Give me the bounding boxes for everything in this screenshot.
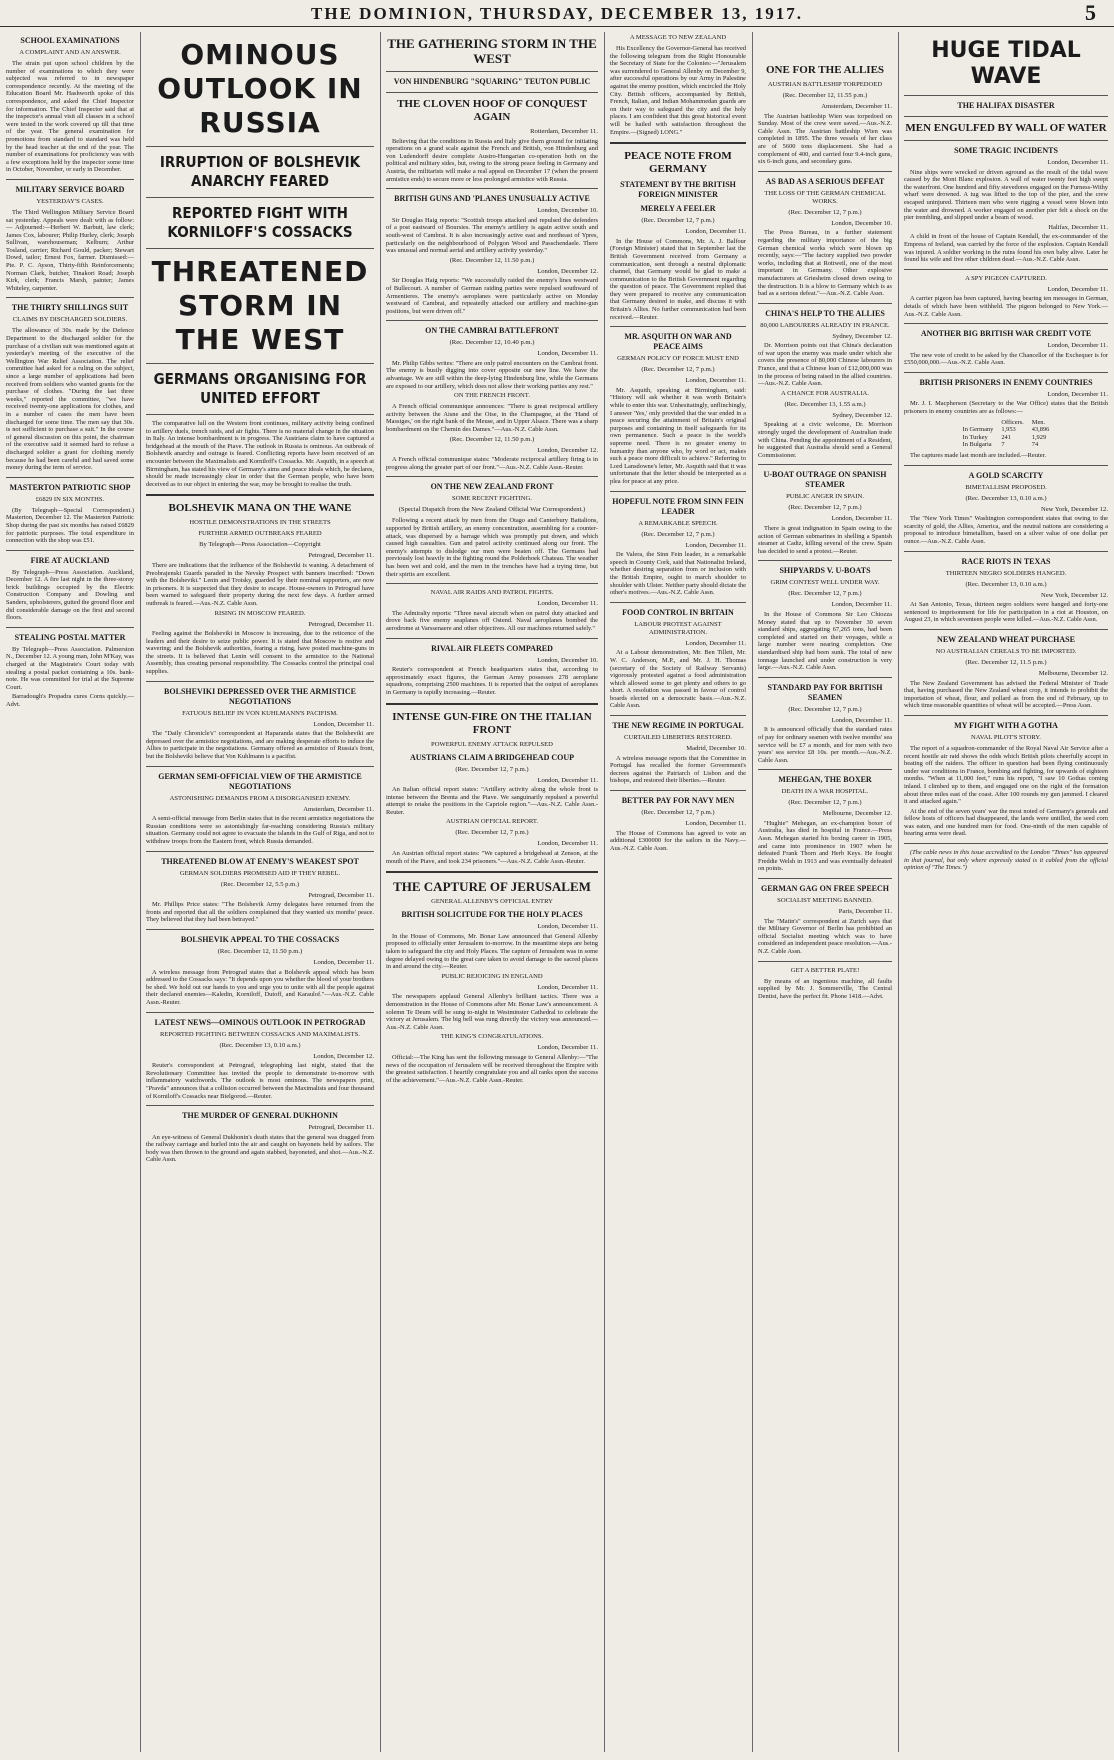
article-headline: BRITISH GUNS AND 'PLANES UNUSUALLY ACTIVE — [394, 194, 590, 204]
table-cell: In Germany — [962, 426, 994, 434]
received-line: (Rec. December 12, 11.55 p.m.) — [782, 92, 868, 99]
article-subhead: AUSTRIANS CLAIM A BRIDGEHEAD COUP — [409, 752, 575, 762]
article-subhead: A REMARKABLE SPEECH. — [638, 519, 718, 527]
table-cell: 1,953 — [1001, 426, 1016, 434]
advertisement-line: Barradough's Propadra cures Corns quickly.—Advt. — [6, 693, 134, 708]
article-body: A wireless message from Petrograd states that a Bolshevik appeal which has been addressed to the Cossacks says: "It depends upon you whether the blood of your brothers be shed. We hold out our hands to you and urge you to unite with all the people against their declared enemies—Kaledin, Korniloff, Dutoff, and Karaulof."—Aus.-N.Z. Cable Assn.-Reuter. — [146, 968, 374, 1006]
dateline: Melbourne, December 12. — [1038, 669, 1108, 677]
article-headline: THE MURDER OF GENERAL DUKHONIN — [182, 1111, 338, 1121]
dateline: London, December 11. — [1047, 390, 1108, 398]
article-body: The new vote of credit to be asked by the Chancellor of the Exchequer is for £550,000,000.—Aus.-N.Z. Cable Assn. — [904, 351, 1108, 367]
dateline: New York, December 12. — [1040, 591, 1108, 599]
article-headline: RACE RIOTS IN TEXAS — [961, 556, 1051, 566]
received-line: (Rec. December 12, 11.50 p.m.) — [449, 256, 535, 264]
dateline: London, December 11. — [685, 228, 746, 236]
article-body: The House of Commons has agreed to vote an additional £300000 for the sailors in the Navy.—Aus.-N.Z. Cable Assn. — [610, 829, 746, 852]
received-line: (Rec. December 12, 5.5 p.m.) — [220, 880, 300, 888]
headline-deck: GERMANS ORGANISING FOR UNITED EFFORT — [153, 370, 367, 407]
article-headline: AS BAD AS A SERIOUS DEFEAT — [765, 176, 885, 186]
column-rule — [140, 32, 141, 1752]
article-subhead: THE KING'S CONGRATULATIONS. — [440, 1033, 544, 1041]
article-subhead: ASTONISHING DEMANDS FROM A DISORGANISED ENEMY. — [169, 794, 351, 802]
table-cell: In Bulgaria — [962, 441, 992, 449]
article-headline: A GOLD SCARCITY — [968, 470, 1044, 480]
received-line: (Rec. December 13, 0.10 a.m.) — [219, 1041, 301, 1049]
table-row — [959, 441, 1054, 449]
headline-deck: VON HINDENBURG "SQUARING" TEUTON PUBLIC — [393, 77, 591, 86]
article-body: The strain put upon school children by the number of examinations to which they were subjected was referred to in newspaper correspondence recently. At the meeting of the Education Board Mr. Hashworth spoke of this correspondence, and asked the Chief Inspector for information. The Chief Inspector said that at the inspector's annual visit all classes in a school were tested in the work covered up till that time of the year. The general examination for promotions from standard to standard was held by the head teacher at the end of the year. The number of examinations for proficiency was with a few exceptions held by the inspector some time in October, November, or early in December. — [6, 60, 134, 174]
article-headline: ON THE NEW ZEALAND FRONT — [430, 482, 554, 492]
article-subhead: £6829 IN SIX MONTHS. — [35, 495, 105, 503]
table-row — [959, 434, 1054, 442]
article-body: The report of a squadron-commander of the Royal Naval Air Service after a recent hostile air raid shows the odds which British pilots cheerfully accept in beating off the raiders. The officer in question had been flying continuously under war conditions in France, bombing and fighting, for upwards of eighteen months. "When at 11,000 feet," runs his report, "I saw 10 Gothas coming inland. I climbed up to them, and engaged one on the right of the formation about three miles east of the coast. After 100 rounds my gun jammed. I cleared it and attacked again." — [904, 744, 1108, 806]
article-headline: LATEST NEWS—OMINOUS OUTLOOK IN PETROGRAD — [154, 1017, 366, 1027]
received-line: (Rec. December 13, 0.10 a.m.) — [965, 580, 1047, 588]
table-cell: 241 — [1001, 433, 1011, 441]
article-headline: NEW ZEALAND WHEAT PURCHASE — [937, 634, 1075, 644]
dateline: London, December 11. — [537, 923, 598, 931]
article-body: Nine ships were wrecked or driven aground as the result of the tidal wave caused by the Mont Blanc explosion. A wall of water twenty feet high swept the waterfront. One hundred and fifty stevedores engaged on the Furness-Withy wharf were drowned. A tug was lifted to the top of the pier, and the crew escaped uninjured. Thirteen men who were rigging a vessel were blown into the water and drowned. A worker engaged on another pier felt a shock on the pier trembling, and slipped under a beam of wood. — [904, 168, 1108, 222]
article-body: Reuter's correspondent at Petrograd, telegraphing last night, stated that the Revolutionary Committee has invited the people to demonstrate to-morrow with inflammatory watchwords. The outlook is most ominous. The newspapers print, "Pravda" announces that a collision occurred between the Maximalists and four thousand of Korniloff's Cossacks near Bielgorod.—Reuter. — [146, 1062, 374, 1100]
article-body: "Hughie" Mehegan, an ex-champion boxer of Australia, has died in hospital in France.—Press Assn. Mehegan started his boxing career in 1905, and came into prominence in 1907 when he defeated Frank Thorn and Herb Keys. He fought Freddie Welsh in 1913 and was eventually defeated on points. — [758, 819, 892, 873]
article-body: The "New York Times" Washington correspondent states that owing to the scarcity of gold, the Allies, America, and the neutral nations are considering a proposal to introduce bimetallism, based on a silver value of one dollar per ounce.—Aus.-N.Z. Cable Assn. — [904, 515, 1108, 545]
dateline: London, December 11. — [537, 776, 598, 784]
received-line: (Rec. December 12, 7 p.m.) — [641, 217, 715, 225]
article-body: Reuter's correspondent at French headquarters states that, according to approximately exact figures, the German Army possesses 278 aeroplane squadrons, comprising 2500 machines. It is reported that the output of aeroplanes in Germany is rapidly increasing.—Reuter. — [386, 666, 598, 696]
table-header: Officers. — [1001, 418, 1024, 426]
article-subhead: NAVAL PILOT'S STORY. — [971, 733, 1041, 741]
article-body: By Telegraph—Press Association. Palmerston N., December 12. A young man, John M'Kay, was charged at the Magistrate's Court today with stealing a postal packet containing a 10s. bank-note. He was committed for trial at the Supreme Court. — [6, 645, 134, 691]
article-subhead: 80,000 LABOURERS ALREADY IN FRANCE. — [760, 321, 890, 329]
dateline: Sydney, December 12. — [832, 332, 892, 340]
article-body: His Excellency the Governor-General has received the following telegram from the Right Honourable the Secretary of State for the Colonies:—"Jerusalem was surrendered to General Allenby on December 9, after successful operations by our Army in Palestine against the enemy position, which encircled the Holy City. British officers, accompanied by British, French, Italian, and Indian Mohammedan guards are on their way to safeguard the city and the holy places. I am confident that this great historical event will be hailed with satisfaction throughout the Empire.—(Signed) LONG." — [610, 45, 746, 136]
advertisement-line: By means of an ingenious machine, all faults supplied by Mr. J. Sommerville, The Central Dentist, have the perfect fit. Phone 1418.—Advt. — [758, 977, 892, 1000]
received-line: (Rec. December 12, 11.50 p.m.) — [449, 435, 535, 443]
received-line: (Rec. December 12, 7 p.m.) — [788, 504, 862, 512]
dateline: London, December 11. — [831, 601, 892, 609]
article-body: An Italian official report states: "Artillery activity along the whole front is intense between the Brenta and the Piave. We sanguinarily repulsed a powerful attempt to retake the positions in the Capriole region."—Aus.-N.Z. Cable Assn.-Reuter. — [386, 786, 598, 816]
article-subhead: POWERFUL ENEMY ATTACK REPULSED — [431, 740, 553, 748]
article-subhead: LABOUR PROTEST AGAINST ADMINISTRATION. — [634, 620, 722, 636]
column-rule — [898, 32, 899, 1752]
article-body: A French official communique states: "Moderate reciprocal artillery firing is in progress along the greater part of our front."—Aus.-N.Z. Cable Assn.-Reuter. — [386, 456, 598, 471]
dateline: New York, December 12. — [1040, 505, 1108, 513]
dateline: Rotterdam, December 11. — [530, 128, 598, 135]
article-body: Following a recent attack by men from the Otago and Canterbury Battalions, supported by British artillery, an enemy concentration, assembling for a counter-attack, was dispersed by a barrage which was promptly put down, and which caused high casualties. Gun and patrol activity continued along our front. The enemy's attempts to dislodge our men were beaten off. The Germans had previously lost heavily in the fighting round the Polderhoek Chateau. The weather has been wet and cold, and the men in the trenches have had a trying time, but their spirits are excellent. — [386, 517, 598, 578]
article-headline: BOLSHEVIK APPEAL TO THE COSSACKS — [180, 934, 340, 944]
dateline: London, December 11. — [831, 716, 892, 724]
column-1 — [6, 32, 134, 1754]
article-subhead: GET A BETTER PLATE! — [790, 966, 860, 974]
article-headline: CHINA'S HELP TO THE ALLIES — [765, 308, 885, 318]
dateline: Melbourne, December 12. — [822, 810, 892, 818]
dateline: London, December 10. — [537, 656, 598, 664]
article-body: Feeling against the Bolsheviki in Moscow is increasing, due to the reticence of the leaders and their desire to seize public power. It is stated that Moscow is restive and wavering; and the Bolshevik authorities, fearing a rising, have posted machine-guns in the streets. It is believed that Lenin will consent to the armistice to the National Assembly, thus creating personal responsibility. The Cossacks control the principal coal supplies. — [146, 630, 374, 676]
dateline: Halifax, December 11. — [1048, 223, 1108, 231]
article-body: De Valera, the Sinn Fein leader, in a remarkable speech in County Cork, said that Nationalist Ireland, whether desiring separation from or inclusion with the British Empire, ought to march shoulder to shoulder with Ulster. Neither party should dictate the other's motives.—Aus.-N.Z. Cable Assn. — [610, 551, 746, 597]
article-body: There is great indignation in Spain owing to the action of German submarines in shelling a Spanish steamer at Cadiz, killing several of the crew. Spain has decided to send a protest.—Reuter. — [758, 525, 892, 555]
article-headline: THE THIRTY SHILLINGS SUIT — [11, 303, 129, 313]
article-headline: MR. ASQUITH ON WAR AND PEACE AIMS — [624, 332, 732, 352]
article-headline: MY FIGHT WITH A GOTHA — [954, 720, 1058, 730]
article-headline: GERMAN GAG ON FREE SPEECH — [760, 884, 889, 894]
article-body: An Austrian official report states: "We captured a bridgehead at Zenson, at the mouth of the Piave, and took 234 prisoners."—Aus.-N.Z. Cable Assn.-Reuter. — [386, 850, 598, 865]
article-headline: RIVAL AIR FLEETS COMPARED — [431, 643, 553, 653]
article-body: By Telegraph—Press Association. Auckland, December 12. A fire last night in the three-storey brick buildings occupied by the Electric Construction Company and Dowling and Sanders, upholsterers, gutted the ground floor and did considerable damage on the first and second floors. — [6, 568, 134, 622]
table-header-row — [959, 419, 1054, 427]
article-headline: BOLSHEVIKI DEPRESSED OVER THE ARMISTICE NEGOTIATIONS — [164, 686, 356, 706]
article-subhead: PUBLIC ANGER IN SPAIN. — [786, 493, 864, 501]
column-2 — [146, 32, 374, 1754]
article-subhead: SOME RECENT FIGHTING. — [452, 495, 532, 503]
article-subhead: A COMPLAINT AND AN ANSWER. — [19, 49, 121, 56]
received-line: (Rec. December 12, 7 p.m.) — [788, 705, 862, 713]
article-subhead: NO AUSTRALIAN CEREALS TO BE IMPORTED. — [935, 647, 1077, 655]
dateline: London, December 11. — [537, 983, 598, 991]
article-headline: ONE FOR THE ALLIES — [765, 64, 885, 76]
article-body: The Admiralty reports: "Three naval aircraft when on patrol duty attacked and drove back five enemy seaplanes off Ostend. Naval aeroplanes bombed the aerodrome at Varssenaere and other objectives. All our machines returned safely." — [386, 609, 598, 632]
article-body: The Austrian battleship Wien was torpedoed on Sunday. Most of the crew were saved.—Aus.-N.Z. Cable Assn. The Austrian battleship Wien was completed in 1895. The three vessels of her class are of 5600 tons displacement. She had a complement of 400, and carried four 9.4-inch guns, six 6-inch guns, and secondary guns. — [758, 112, 892, 166]
article-body: An eye-witness of General Dukhonin's death states that the general was dragged from the railway carriage and hurled into the air and caught on bayonets held by sailors. The body was then thrown to the ground and again stabbed, bayoneted, and shot.—Aus.-N.Z. Cable Assn. — [146, 1133, 374, 1164]
page-number: 5 — [1085, 0, 1096, 25]
dateline: London, December 12. — [537, 446, 598, 454]
column-5 — [758, 32, 892, 1754]
article-body: Mr. Asquith, speaking at Birmingham, said: "History will ask whether it was worth Britain's while to enter this war. Unhesitatingly, unflinchingly, I answer 'Yes,' only provided that the war ended in a peace securing the attainment of Britain's original purposes and containing in itself safeguards for its own permanence. Such a peace is the world's supreme need. There is no greater enemy to humanity than anyone who, by word or act, makes such a peace more difficult to achieve." Referring to Lord Lansdowne's letter, Mr. Asquith said that it was unfortunate that the letter should be interpreted as a plea for peace at any price. — [610, 386, 746, 485]
article-headline: INTENSE GUN-FIRE ON THE ITALIAN FRONT — [392, 710, 592, 736]
article-body: Mr. Philip Gibbs writes: "There are only patrol encounters on the Cambrai front. The enemy is busily digging into cover opposite our new line. We have the advantage. We are still within the deep-lying Hindenburg line, while the Germans are exposed to our artillery, which does not allow their working parties any rest." — [386, 359, 598, 390]
article-subhead: SOCIALIST MEETING BANNED. — [777, 897, 873, 905]
article-headline: HOPEFUL NOTE FROM SINN FEIN LEADER — [612, 496, 744, 516]
main-headline: THREATENED STORM IN THE WEST — [151, 255, 369, 356]
article-body: Mr. J. I. Macpherson (Secretary to the War Office) states that the British prisoners in enemy countries are as follows:— — [904, 400, 1108, 416]
article-body: Sir Douglas Haig reports: "We successfully raided the enemy's lines westward of Bullecourt. A number of German raiding parties were repulsed southward of Armentieres. The enemy's aeroplanes were particularly active on Monday westward of Cambrai, and repeatedly attacked our artillery and machine-gun positions, but were driven off." — [386, 277, 598, 315]
dateline: Amsterdam, December 11. — [821, 103, 892, 110]
article-subhead: AUSTRIAN OFFICIAL REPORT. — [445, 818, 539, 826]
article-subhead: A CHANCE FOR AUSTRALIA. — [781, 389, 869, 397]
article-subhead: HOSTILE DEMONSTRATIONS IN THE STREETS — [189, 519, 331, 527]
article-subhead: GERMAN POLICY OF FORCE MUST END — [617, 355, 739, 363]
article-body: Sir Douglas Haig reports: "Scottish troops attacked and repulsed the defenders of a post eastward of Boursies. The enemy's artillery is again active south and south-west of Cambrai. It is also increasingly active east and northeast of Ypres, particularly on the neighbourhood of Polygon Wood and Passchendaele. There was unusual and normal aerial and artillery activity yesterday." — [386, 216, 598, 255]
article-body: The comparative lull on the Western front continues, military activity being confined to artillery duels, trench raids, and air fights. There is no material change in the situation in Italy. An intense bombardment is in progress. The Austrians claim to have captured a bridgehead at the mouth of the Piave. The outlook in Russia is ominous. An outbreak of Bolshevik anarchy and outrage is feared. Conflicting reports have been received of an encounter between the Maximalists and Korniloff's Cossacks. Mr. Asquith, in a speech at Birmingham, has stated his view of Germany's aims and peace ideals which, he declares, should be made increasingly clear in order that the German people, who have been deceived as to our object in entering the war, may be brought to realise the truth. — [146, 420, 374, 488]
table-header: Men. — [1031, 418, 1046, 426]
column-6 — [904, 32, 1108, 1754]
dateline: London, December 11. — [313, 958, 374, 966]
article-body: Believing that the conditions in Russia and Italy give them ground for initiating operations on a grand scale against the French and British, von Hindenburg and von Ludendorff desire complete Austro-Hungarian co-operation both on the political and military sides, but, owing to the strong peace feeling in Germany and Austria, the militarists will make a real appeal on December 17 (when the present armistice ends) to secure more or less prolonged armistice with Russia. — [386, 137, 598, 183]
article-headline: THE CAPTURE OF JERUSALEM — [393, 879, 591, 895]
dateline: London, December 11. — [537, 350, 598, 358]
column-rule — [604, 32, 605, 1752]
received-line: (Rec. December 12, 11.50 p.m.) — [217, 947, 303, 955]
dateline: London, December 11. — [1047, 285, 1108, 293]
article-body: (By Telegraph—Special Correspondent.) Masterton, December 12. The Masterton Patriotic Shop during the past six months has raised £6829 for patriotic purposes. The total expenditure in connection with the shop was £51. — [6, 506, 134, 545]
received-line: (Rec. December 12, 7 p.m.) — [455, 765, 529, 773]
article-subhead: MERELY A FEELER — [640, 204, 716, 214]
article-body: A carrier pigeon has been captured, having bearing ten messages in German, details of which have been withheld. The pigeon belonged to New York.—Aus.-N.Z. Cable Assn. — [904, 295, 1108, 318]
article-body: Dr. Morrison points out that China's declaration of war upon the enemy was made under which she covers the presence of 80,000 Chinese labourers in France, and that a Chinese loan of £12,000,000 was in the process of being raised in the allied countries.—Aus.-N.Z. Cable Assn. — [758, 342, 892, 388]
article-subhead: NAVAL AIR RAIDS AND PATROL FIGHTS. — [430, 589, 554, 597]
dateline: Petrograd, December 11. — [308, 1124, 374, 1132]
received-line: (Rec. December 12, 7 p.m.) — [641, 366, 715, 374]
article-headline: FOOD CONTROL IN BRITAIN — [622, 607, 734, 617]
article-subhead: AUSTRIAN BATTLESHIP TORPEDOED — [767, 81, 883, 88]
dateline: London, December 10. — [537, 207, 598, 215]
received-line: (Rec. December 12, 7 p.m.) — [641, 530, 715, 538]
column-4 — [610, 32, 746, 1754]
headline-deck: THE CLOVEN HOOF OF CONQUEST AGAIN — [397, 98, 587, 123]
article-subhead: DEATH IN A WAR HOSPITAL. — [781, 788, 869, 796]
dateline: London, December 11. — [685, 639, 746, 647]
received-line: (Rec. December 12, 7 p.m.) — [641, 809, 715, 817]
article-headline: THREATENED BLOW AT ENEMY'S WEAKEST SPOT — [161, 856, 359, 866]
article-subhead: THE LOSS OF THE GERMAN CHEMICAL WORKS. — [764, 189, 886, 205]
dateline: Madrid, December 10. — [686, 745, 746, 753]
table-cell: 1,929 — [1031, 433, 1047, 441]
main-headline: OMINOUS OUTLOOK IN RUSSIA — [157, 38, 363, 139]
dateline: London, December 11. — [831, 515, 892, 523]
article-headline: STANDARD PAY FOR BRITISH SEAMEN — [767, 682, 883, 702]
received-line: (Rec. December 12, 7 p.m.) — [455, 829, 529, 837]
dateline: Petrograd, December 11. — [308, 891, 374, 899]
article-subhead: FURTHER ARMED OUTBREAKS FEARED — [198, 530, 322, 538]
dateline: Paris, December 11. — [838, 908, 892, 916]
received-line: (Rec. December 13, 1.55 a.m.) — [784, 400, 866, 408]
article-headline: BETTER PAY FOR NAVY MEN — [621, 796, 735, 806]
article-headline: FIRE AT AUCKLAND — [30, 555, 110, 565]
credit-line: (Special Dispatch from the New Zealand Official War Correspondent.) — [398, 506, 586, 514]
article-body: The Press Bureau, in a further statement regarding the military importance of the big German chemical works which were blown up recently, says:—"The factory supplied two powder works, including that at Rottweil, one of the most important in Germany. Other explosive manufacturers at Griesheim closed down owing to the destruction. It is a blow to Germany which is as bad as a serious defeat."—Aus.-N.Z. Cable Assn. — [758, 229, 892, 298]
table-row — [959, 426, 1054, 434]
main-headline: THE GATHERING STORM IN THE WEST — [387, 36, 597, 66]
article-body: The Third Wellington Military Service Board sat yesterday. Appeals were dealt with as follow:— Adjourned:—Herbert W. Barbutt, law clerk; James Cox, labourer; Philip Hurley, clerk; Joseph Sullivan, warehouseman; Kelburn; Arthur Tosland, carrier; Richard Gould, packer; Stewart Dowd, tailor; Ernest Fox, farmer. Dismissed:—Pte. P. C. Ayson, Thirty-fifth Reinforcements; Norman Clark, butcher, Tinakori Road; Joseph Kirk, clerk; Francis Marsh, painter; James Whiteley, carpenter. — [6, 208, 134, 292]
article-headline: HUGE TIDAL WAVE — [931, 38, 1081, 89]
article-headline: BOLSHEVIK MANA ON THE WANE — [168, 502, 352, 515]
received-line: (Rec. December 12, 11.5 p.m.) — [965, 658, 1047, 666]
masthead-title: THE DOMINION, THURSDAY, DECEMBER 13, 1917. — [311, 4, 803, 23]
dateline: London, December 11. — [537, 600, 598, 608]
article-body: A child in front of the house of Captain Kendall, the ex-commander of the Empress of Ireland, was carried by the force of the explosion. Captain Kendall was injured. A soldier working in the ruins found his own baby alive. Later he found his wife and five other children dead.—Aus.-N.Z. Cable Assn. — [904, 233, 1108, 264]
received-line: (Rec. December 13, 0.10 a.m.) — [965, 494, 1047, 502]
article-subhead: THE HALIFAX DISASTER — [957, 101, 1055, 110]
article-subhead: BRITISH SOLICITUDE FOR THE HOLY PLACES — [401, 910, 583, 920]
article-headline: ANOTHER BIG BRITISH WAR CREDIT VOTE — [920, 329, 1092, 339]
article-subhead: CLAIMS BY DISCHARGED SOLDIERS. — [12, 316, 128, 324]
article-body: The "Daily Chronicle's" correspondent at Haparanda states that the Bolsheviki are depressed over the armistice negotiations, and are making desperate efforts to induce the Allies to participate in the negotiations. Germany offered an armistice of Russia's front, but the Bolsheviki believe that Von Kuhlmann is a pacifist. — [146, 730, 374, 761]
article-body: Official:—The King has sent the following message to General Allenby:—"The news of the occupation of Jerusalem will be received throughout the Empire with the greatest satisfaction. I heartily congratulate you and all ranks upon the success of the achievement."—Aus.-N.Z. Cable Assn.-Reuter. — [386, 1053, 598, 1084]
dateline: London, December 12. — [313, 1052, 374, 1060]
article-subhead: MEN ENGULFED BY WALL OF WATER — [905, 122, 1107, 134]
article-headline: ON THE CAMBRAI BATTLEFRONT — [425, 326, 559, 336]
table-cell: 43,896 — [1031, 426, 1050, 434]
article-subhead: GRIM CONTEST WELL UNDER WAY. — [770, 579, 880, 587]
dateline: Petrograd, December 11. — [308, 552, 374, 560]
article-subhead: YESTERDAY'S CASES. — [36, 197, 104, 205]
dateline: London, December 12. — [537, 267, 598, 275]
article-subhead: BIMETALLISM PROPOSED. — [965, 483, 1047, 491]
prisoners-table — [959, 419, 1054, 449]
article-subhead: A MESSAGE TO NEW ZEALAND — [629, 34, 727, 41]
received-line: (Rec. December 12, 7 p.m.) — [788, 590, 862, 598]
article-subhead: A SPY PIGEON CAPTURED. — [965, 274, 1047, 282]
article-headline: MEHEGAN, THE BOXER — [778, 775, 872, 785]
article-body: In the House of Commons, Mr. A. J. Balfour (Foreign Minister) stated that in September last the British Government received from Germany a communication, sent through a neutral diplomatic channel, that Germany would be glad to make a communication to the British Government regarding the question of peace. The Government replied that they were prepared to receive any communication that Germany desired to make, and discuss it with Britain's Allies. No further communication had been received.—Reuter. — [610, 237, 746, 321]
article-body: Speaking at a civic welcome, Dr. Morrison strongly urged the development of Australian trade with China. Pending the appointment of a Resident, he suggested that Australia should send a General Commissioner. — [758, 421, 892, 459]
article-headline: MILITARY SERVICE BOARD — [15, 184, 125, 194]
article-body: A wireless message reports that the Committee in Portugal has recalled the former Government's decrees against the Patriarch of Lisbon and the bishops, and restored their liberties.—Reuter. — [610, 754, 746, 785]
dateline: Petrograd, December 11. — [308, 620, 374, 628]
article-body: At a Labour demonstration, Mr. Ben Tillett, Mr. W. C. Anderson, M.P., and Mr. J. H. Thomas (secretary of the Society of Railway Servants) vigorously protested against a food administration which allowed some to get plenty and others to go short. A resolution was passed in favour of control boards elected on a democratic basis.—Aus.-N.Z. Cable Assn. — [610, 649, 746, 710]
article-subhead: ON THE FRENCH FRONT. — [454, 392, 530, 400]
article-body: A French official communique announces: "There is great reciprocal artillery activity between the Aisne and the Oise, in the Champagne, at the 'Hand of Massiges,' on the right bank of the Meuse, and in Upper Alsace. There was a sharp bombardment on the Chemin des Dames."—Aus.-N.Z. Cable Assn. — [386, 403, 598, 434]
masthead — [0, 0, 1114, 27]
article-subhead: RISING IN MOSCOW FEARED. — [214, 609, 306, 617]
article-headline: SHIPYARDS V. U-BOATS — [779, 566, 871, 576]
article-subhead: GERMAN SOLDIERS PROMISED AID IF THEY REBEL. — [179, 869, 341, 877]
article-subhead: SOME TRAGIC INCIDENTS — [954, 146, 1058, 155]
article-headline: MASTERTON PATRIOTIC SHOP — [9, 482, 131, 492]
received-line: (Rec. December 12, 7 p.m.) — [788, 208, 862, 216]
article-headline: U-BOAT OUTRAGE ON SPANISH STEAMER — [763, 470, 887, 490]
article-subhead: STATEMENT BY THE BRITISH FOREIGN MINISTER — [620, 180, 736, 200]
article-headline: STEALING POSTAL MATTER — [14, 632, 126, 642]
article-headline: BRITISH PRISONERS IN ENEMY COUNTRIES — [919, 377, 1093, 387]
article-body: Mr. Phillips Price states: "The Bolshevik Army delegates have returned from the fronts and reported that all the soldiers complained that they wanted six months' peace. They believed that they had been betrayed." — [146, 901, 374, 924]
column-rule — [380, 32, 381, 1752]
headline-deck: REPORTED FIGHT WITH KORNILOFF'S COSSACKS — [167, 204, 353, 241]
article-body: In the House of Commons Sir Leo Chiozza Money stated that up to November 30 seven standard ships, aggregating 67,265 tons, had been completed and started on their voyages, while a large number were nearing completion. One standardised ship had been sunk. The total of new tonnage launched and under construction is very large.—Aus.-N.Z. Cable Assn. — [758, 610, 892, 672]
article-subhead: THIRTEEN NEGRO SOLDIERS HANGED. — [945, 569, 1067, 577]
article-headline: GERMAN SEMI-OFFICIAL VIEW OF THE ARMISTICE NEGOTIATIONS — [158, 771, 362, 791]
column-rule — [752, 32, 753, 1752]
article-body: The "Matin's" correspondent at Zurich says that the Military Governor of Berlin has prohibited an official Socialist meeting which was to have considered an independent peace resolution.—Aus.-N.Z. Cable Assn. — [758, 917, 892, 955]
article-body: There are indications that the influence of the Bolsheviki is waning. A detachment of Preobrajenski Guards paraded in the Nevsky Prospect with banners inscribed: "Down with the Bolsheviki." Lenin and Trotsky, guarded by their nominal supporters, are now in prisoners. It is suspected that they desire to escape. House-owners in Petrograd have been warned to safeguard their property during the next few days. A further armed outbreak is feared.—Aus.-N.Z. Cable Assn. — [146, 561, 374, 607]
article-headline: PEACE NOTE FROM GERMANY — [624, 150, 732, 176]
dateline: London, December 11. — [1047, 159, 1108, 166]
article-body: The allowance of 30s. made by the Defence Department to the discharged soldier for the purchase of a civilian suit was mentioned again at yesterday's meeting of the executive of the Wellington War Relief Association. The relief committee had asked for a ruling on the subject, since a large number of applications had been received from soldiers who wanted grants for the purchase of clothes. "During the last three weeks," reported the committee, "we have received twenty-one applications for clothes, and in a number of cases the men have been discharged for some time. The men say that 30s. is not sufficient to purchase a suit." In the course of general discussion on this point, the chairman of the executive said it seemed hard to refuse a discharged soldier a grant for clothing merely because he had been careful and had saved some money during the term of service. — [6, 327, 134, 472]
dateline: London, December 11. — [537, 1044, 598, 1052]
article-body: The newspapers applaud General Allenby's brilliant tactics. There was a demonstration in the House of Commons after Mr. Bonar Law's announcement. A solemn Te Deum will be sung to-night in Westminster Cathedral to celebrate the victory at Jerusalem. The big bell was rung directly the victory was announced.—Aus.-N.Z. Cable Assn. — [386, 993, 598, 1031]
article-subhead: CURTAILED LIBERTIES RESTORED. — [624, 734, 732, 742]
article-headline: THE NEW REGIME IN PORTUGAL — [612, 721, 744, 731]
dateline: London, December 11. — [1047, 342, 1108, 350]
dateline: London, December 10. — [831, 219, 892, 227]
article-body: A semi-official message from Berlin states that in the recent armistice negotiations the Russian conditions were so astonishingly far-reaching considering Russia's military situation. Germany could not agree to evacuate the islands in the Gulf of Riga, and not to withdraw troops from the Eastern front, which Russia demanded. — [146, 815, 374, 845]
article-headline: SCHOOL EXAMINATIONS — [20, 36, 120, 45]
article-subhead: FATUOUS BELIEF IN VON KUHLMANN'S PACIFISM. — [182, 709, 338, 717]
article-body: The New Zealand Government has advised the Federal Minister of Trade that, having purchased the New Zealand wheat crop, it intends to prohibit the importation of wheat, flour, and pollard as from the end of February, up to which time reasonable quantities of wheat will be accepted.—Press Assn. — [904, 679, 1108, 710]
article-body: In the House of Commons, Mr. Bonar Law announced that General Allenby proposed to officially enter Jerusalem to-morrow. In the meantime steps are being taken to safeguard the city and Holy Places. The capture of Jerusalem was in some degree delayed owing to the great care taken to avoid damage to the sacred places in and around the city.—Reuter. — [386, 932, 598, 971]
dateline: London, December 11. — [537, 840, 598, 848]
credit-line: By Telegraph—Press Association—Copyright — [199, 541, 321, 549]
article-body: The captures made last month are included.—Reuter. — [910, 452, 1046, 460]
article-body: At San Antonio, Texas, thirteen negro soldiers were hanged and forty-one sentenced to imprisonment for life for participation in a riot at Houston, on August 23, in which seventeen people were killed.—Aus.-N.Z. Cable Assn. — [904, 601, 1108, 624]
dateline: London, December 11. — [685, 541, 746, 549]
table-cell: In Turkey — [962, 433, 988, 441]
table-cell: 7 — [1001, 441, 1005, 449]
dateline: London, December 11. — [685, 377, 746, 385]
article-subhead: REPORTED FIGHTING BETWEEN COSSACKS AND MAXIMALISTS. — [160, 1030, 360, 1038]
received-line: (Rec. December 12, 7 p.m.) — [788, 799, 862, 807]
dateline: London, December 11. — [685, 820, 746, 828]
footnote: (The cable news in this issue accredited to the London "Times" has appeared in that journal, but only where expressly stated is it cabled from the official opinion of "The Times.") — [904, 849, 1108, 872]
dateline: Sydney, December 12. — [832, 411, 892, 419]
article-body: It is announced officially that the standard rates of pay for ordinary seamen with twelve months' sea service will be £7 a month, and for men with two years' sea service £8 10s. per month.—Aus.-N.Z. Cable Assn. — [758, 726, 892, 764]
column-3 — [386, 32, 598, 1754]
article-subhead: GENERAL ALLENBY'S OFFICIAL ENTRY — [431, 898, 553, 906]
article-subhead: PUBLIC REJOICING IN ENGLAND — [441, 972, 543, 980]
table-cell: 74 — [1031, 441, 1039, 449]
dateline: London, December 11. — [313, 720, 374, 728]
article-body: At the end of the seven years' war the most noted of Germany's generals and fellow hosts of officers had disappeared, the lands were untilled, the seed corn was eaten, and one hundred men for food. One-ninth of the men capable of bearing arms were dead. — [904, 807, 1108, 838]
dateline: Amsterdam, December 11. — [303, 805, 374, 813]
received-line: (Rec. December 12, 10.40 p.m.) — [449, 339, 535, 347]
headline-deck: IRRUPTION OF BOLSHEVIK ANARCHY FEARED — [159, 153, 361, 190]
